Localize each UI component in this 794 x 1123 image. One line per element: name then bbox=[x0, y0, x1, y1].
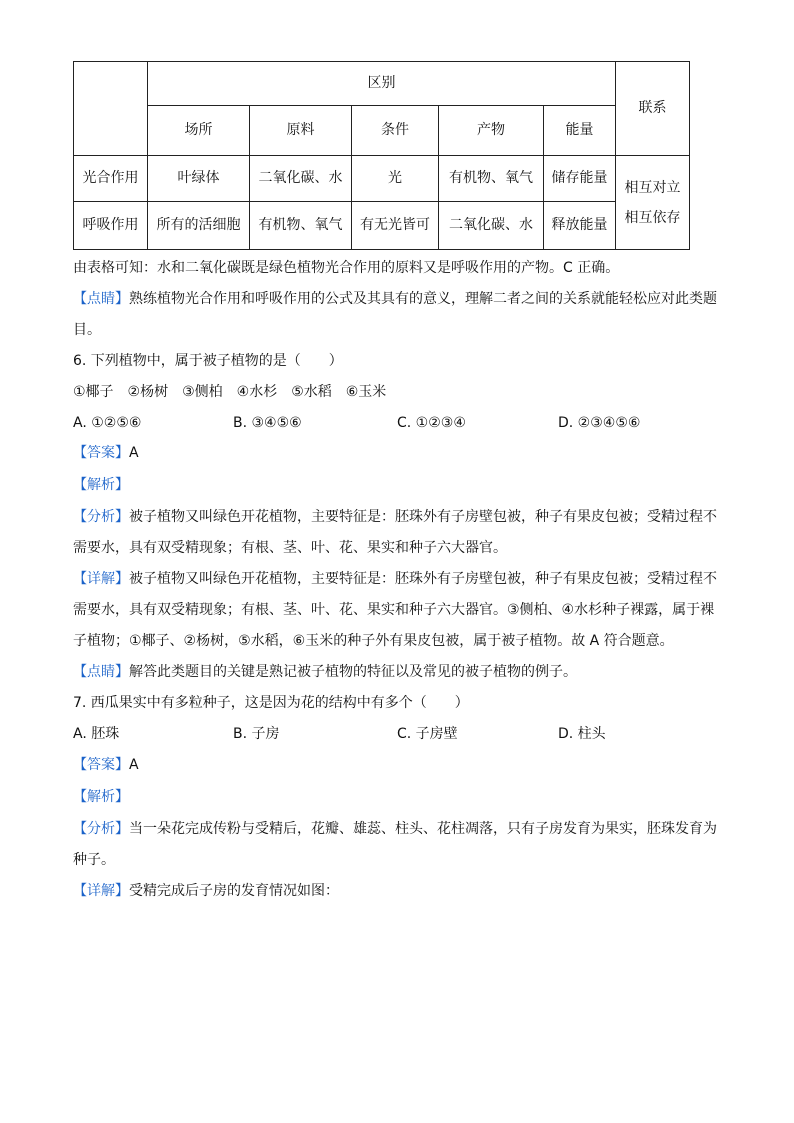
q7-answer-value: A bbox=[129, 757, 139, 773]
tip-tag: 【点睛】 bbox=[73, 664, 129, 680]
table-cell: 光 bbox=[352, 156, 439, 202]
q6-option-c: C. ①②③④ bbox=[397, 415, 466, 431]
q6-items: ①椰子 ②杨树 ③侧柏 ④水杉 ⑤水稻 ⑥玉米 bbox=[73, 384, 387, 400]
link-line-opposition: 相互对立 bbox=[624, 179, 681, 196]
table-header-difference: 区别 bbox=[148, 62, 616, 106]
q6-fenxi-text-1: 被子植物又叫绿色开花植物，主要特征是：胚珠外有子房壁包被，种子有果皮包被；受精过程不 bbox=[129, 509, 717, 525]
xiangjie-tag: 【详解】 bbox=[73, 571, 129, 587]
q7-xiangjie-text: 受精完成后子房的发育情况如图： bbox=[129, 883, 339, 899]
q6-xiangjie-line-3: 子植物；①椰子、②杨树，⑤水稻，⑥玉米的种子外有果皮包被，属于被子植物。故 A 符合题意。 bbox=[73, 633, 674, 649]
col-header-product: 产物 bbox=[439, 106, 544, 156]
q6-analysis-heading bbox=[73, 475, 723, 495]
analysis-tag: 【解析】 bbox=[73, 477, 129, 493]
q6-option-b: B. ③④⑤⑥ bbox=[233, 415, 302, 431]
q5-conclusion: 由表格可知：水和二氧化碳既是绿色植物光合作用的原料又是呼吸作用的产物。C 正确。 bbox=[73, 260, 620, 276]
q6-tip-text: 解答此类题目的关键是熟记被子植物的特征以及常见的被子植物的例子。 bbox=[129, 664, 577, 680]
q7-fenxi-text-1: 当一朵花完成传粉与受精后，花瓣、雄蕊、柱头、花柱凋落，只有子房发育为果实，胚珠发育为 bbox=[129, 821, 717, 837]
row-header-photosynthesis: 光合作用 bbox=[74, 156, 148, 202]
q7-analysis-heading bbox=[73, 787, 723, 807]
q7-xiangjie bbox=[73, 881, 723, 901]
q5-tip-line-1 bbox=[73, 289, 723, 309]
table-cell: 有无光皆可 bbox=[352, 202, 439, 250]
xiangjie-tag: 【详解】 bbox=[73, 883, 129, 899]
table-cell: 二氧化碳、水 bbox=[250, 156, 352, 202]
table-cell: 所有的活细胞 bbox=[148, 202, 250, 250]
table-cell: 有机物、氧气 bbox=[250, 202, 352, 250]
table-header-link: 联系 bbox=[616, 62, 690, 156]
q6-xiangjie-text-1: 被子植物又叫绿色开花植物，主要特征是：胚珠外有子房壁包被，种子有果皮包被；受精过程不 bbox=[129, 571, 717, 587]
q7-option-c: C. 子房壁 bbox=[397, 726, 458, 742]
q7-option-b: B. 子房 bbox=[233, 726, 280, 742]
q6-option-d: D. ②③④⑤⑥ bbox=[558, 415, 641, 431]
row-header-respiration: 呼吸作用 bbox=[74, 202, 148, 250]
q6-answer bbox=[73, 443, 723, 463]
table-cell: 叶绿体 bbox=[148, 156, 250, 202]
q6-answer-value: A bbox=[129, 445, 139, 461]
answer-tag: 【答案】 bbox=[73, 757, 129, 773]
analysis-tag: 【解析】 bbox=[73, 789, 129, 805]
q6-tip bbox=[73, 662, 723, 682]
q7-option-d: D. 柱头 bbox=[558, 726, 606, 742]
q7-fenxi-line-1 bbox=[73, 819, 723, 839]
tip-tag: 【点睛】 bbox=[73, 291, 129, 307]
table-corner-cell bbox=[74, 62, 148, 156]
q6-fenxi-line-1 bbox=[73, 507, 723, 527]
photosynthesis-respiration-table bbox=[73, 61, 690, 250]
q7-stem: 7. 西瓜果实中有多粒种子，这是因为花的结构中有多个（ ） bbox=[73, 695, 469, 711]
table-cell: 有机物、氧气 bbox=[439, 156, 544, 202]
q6-xiangjie-line-2: 需要水，具有双受精现象；有根、茎、叶、花、果实和种子六大器官。③侧柏、④水杉种子裸露，属于裸 bbox=[73, 602, 715, 618]
q7-option-a: A. 胚珠 bbox=[73, 726, 120, 742]
link-line-dependence: 相互依存 bbox=[624, 209, 681, 226]
q7-answer bbox=[73, 755, 723, 775]
q5-tip-text-1: 熟练植物光合作用和呼吸作用的公式及其具有的意义，理解二者之间的关系就能轻松应对此类题 bbox=[129, 291, 717, 307]
table-cell: 二氧化碳、水 bbox=[439, 202, 544, 250]
fenxi-tag: 【分析】 bbox=[73, 509, 129, 525]
table-cell: 释放能量 bbox=[544, 202, 616, 250]
q6-option-a: A. ①②⑤⑥ bbox=[73, 415, 142, 431]
fenxi-tag: 【分析】 bbox=[73, 821, 129, 837]
table-link-cell bbox=[616, 156, 690, 250]
q6-fenxi-line-2: 需要水，具有双受精现象；有根、茎、叶、花、果实和种子六大器官。 bbox=[73, 540, 507, 556]
q7-fenxi-line-2: 种子。 bbox=[73, 852, 115, 868]
col-header-place: 场所 bbox=[148, 106, 250, 156]
q5-tip-line-2: 目。 bbox=[73, 322, 101, 338]
col-header-material: 原料 bbox=[250, 106, 352, 156]
table-cell: 储存能量 bbox=[544, 156, 616, 202]
answer-tag: 【答案】 bbox=[73, 445, 129, 461]
col-header-condition: 条件 bbox=[352, 106, 439, 156]
q6-xiangjie-line-1 bbox=[73, 569, 723, 589]
col-header-energy: 能量 bbox=[544, 106, 616, 156]
q6-stem: 6. 下列植物中，属于被子植物的是（ ） bbox=[73, 353, 343, 369]
